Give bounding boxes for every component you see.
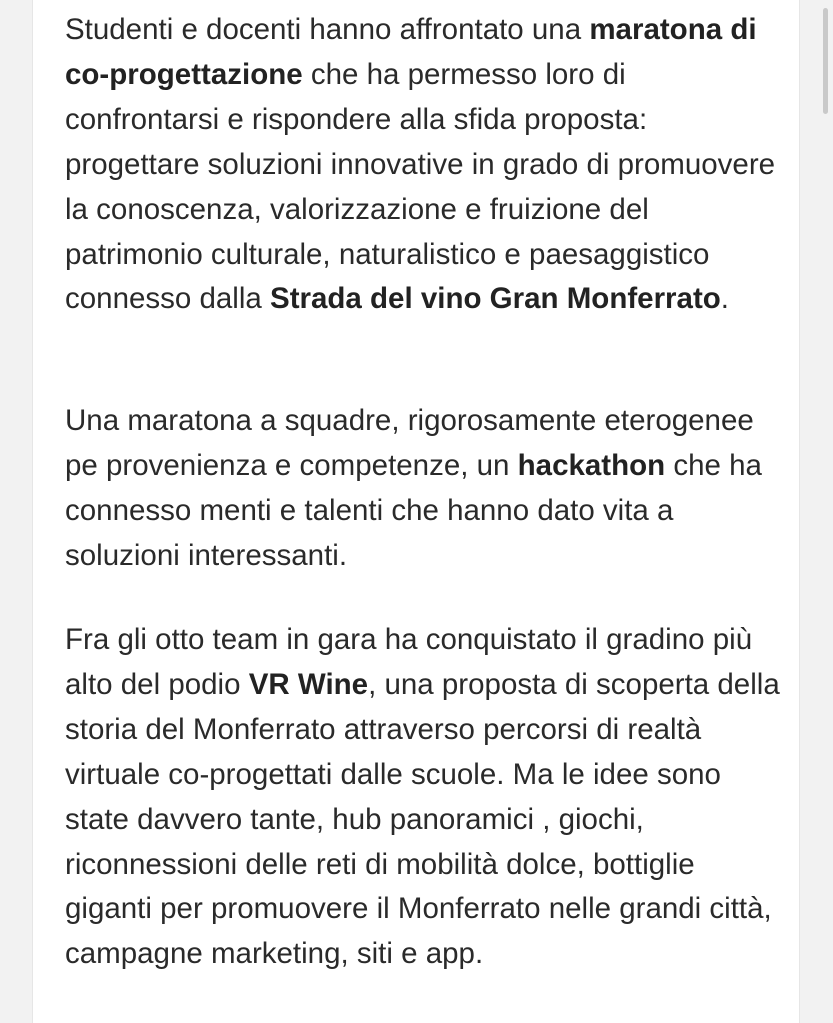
bold-text: maratona di co-progettazione [65, 13, 757, 91]
scrollbar-thumb[interactable] [823, 8, 828, 114]
text-span: che ha permesso loro di confrontarsi e rispondere alla sfida proposta: progettare soluzioni innovative in grado di promuovere la conoscenza, valorizzazione e fruizione del patrimonio culturale, naturalistico e paesaggistico connesso dalla [65, 57, 776, 316]
bold-text: Strada del vino Gran Monferrato [270, 282, 721, 316]
text-span: , una proposta di scoperta della storia del Monferrato attraverso percorsi di realtà virtuale co-progettati dalle scuole. Ma le idee sono state davvero tante, hub panoramici , giochi, riconnessioni delle reti di mobilità dolce, bottiglie giganti per promuovere il Monferrato nelle grandi città, campagne marketing, siti e app. [65, 667, 780, 971]
text-span: Fra gli otto team in gara ha conquistato il gradino più alto del podio [65, 623, 753, 701]
paragraph-winner [65, 618, 785, 977]
paragraph-team-marathon [65, 399, 785, 579]
text-span: . [720, 282, 729, 316]
bold-text: hackathon [517, 448, 666, 482]
text-span: che ha connesso menti e talenti che hanno dato vita a soluzioni interessanti. [65, 448, 762, 572]
text-span: Studenti e docenti hanno affrontato una [65, 13, 590, 46]
bold-text: VR Wine [248, 667, 369, 701]
paragraph-hackathon-intro [65, 8, 785, 322]
text-span: Una maratona a squadre, rigorosamente eterogenee pe provenienza e competenze, un [65, 404, 754, 482]
article-page [32, 0, 800, 1023]
